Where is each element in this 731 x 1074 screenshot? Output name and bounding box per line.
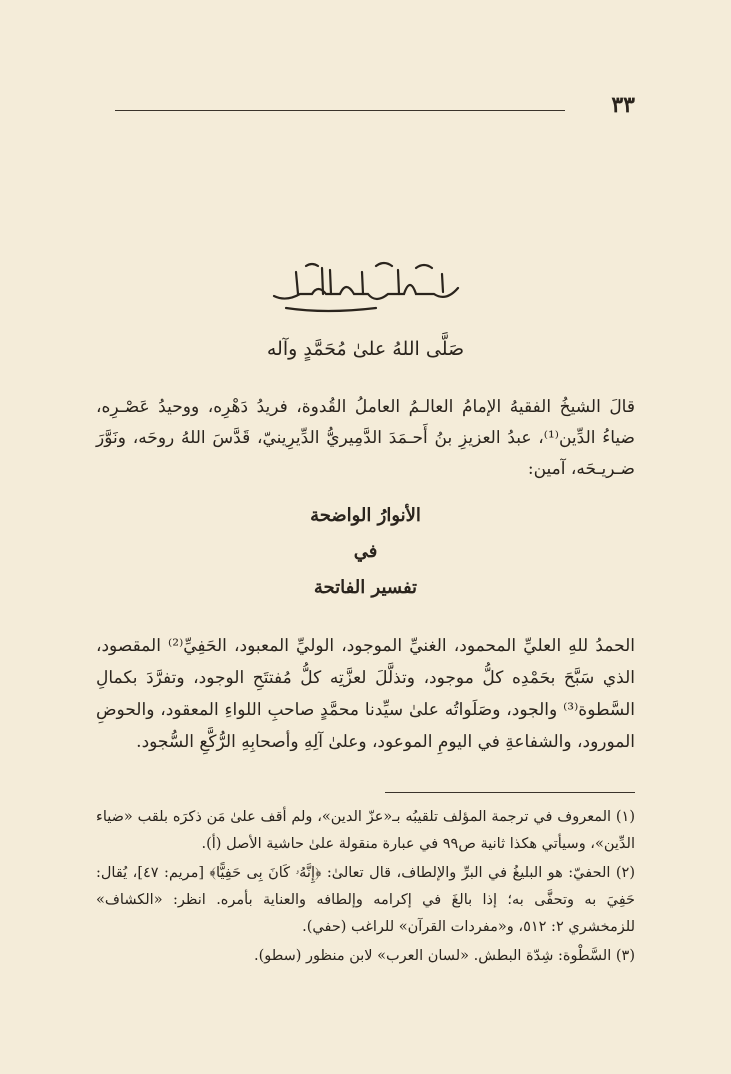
basmala-calligraphy xyxy=(0,258,731,322)
book-title-line-2: في xyxy=(353,541,378,562)
footnote-rule xyxy=(385,792,635,793)
book-title-line-3: تفسير الفاتحة xyxy=(313,577,418,598)
intro-paragraph: قالَ الشيخُ الفقيهُ الإمامُ العالـمُ العاملُ القُدوة، فريدُ دَهْرِه، ووحيدُ عَصْـرِه، ضياءُ الدِّين⁽¹⁾، عبدُ العزيزِ بنُ أَحـمَدَ الدَّمِيريُّ الدِّيرِينيّ، قَدَّسَ اللهُ روحَه، ونَوَّرَ ضـريـحَه، آمين: xyxy=(96,397,635,479)
footnote-1: (١) المعروف في ترجمة المؤلف تلقيبُه بـ«عزّ الدين»، ولم أقف علىٰ مَن ذكرَه بلقب «ضياء الدِّين»، وسيأتي هكذا ثانية ص٩٩ في عبارة منقولة علىٰ حاشية الأصل (أ). xyxy=(96,809,635,852)
footnote-2: (٢) الحفيّ: هو البليغُ في البرِّ والإلطاف، قال تعالىٰ: ﴿إِنَّهُۥ كَانَ بِى حَفِيًّا﴾ [مريم: ٤٧]، يُقال: حَفِيَ به وتحفَّى به؛ إذا بالغَ في إكرامه وإلطافه والعناية بأمره. انظر: «الكشاف» للزمخشري ٢: ٥١٢، و«مفردات القرآن» للراغب (حفي). xyxy=(96,865,635,935)
basmala-calligraphy-graphic xyxy=(266,258,466,318)
header-rule xyxy=(115,110,565,111)
book-title-line-1: الأنوارُ الواضحة xyxy=(310,505,421,526)
salutation-line: صَلَّى اللهُ علىٰ مُحَمَّدٍ وآله xyxy=(266,338,465,360)
footnotes xyxy=(96,804,635,972)
book-title-block xyxy=(96,498,635,606)
page-number: ٣٣ xyxy=(611,92,635,118)
footnote-3: (٣) السَّطْوة: شِدّة البطش. «لسان العرب» لابن منظور (سطو). xyxy=(253,948,635,964)
page-header xyxy=(115,92,635,122)
opening-paragraph: الحمدُ للهِ العليِّ المحمود، الغنيِّ الموجود، الوليِّ المعبود، الحَفِيِّ⁽²⁾ المقصود، الذي سَبَّحَ بحَمْدِه كلُّ موجود، وتذلَّلَ لعزَّتِه كلُّ مُفتتَحِ الوجود، وتفرَّدَ بكمالِ السَّطوة⁽³⁾ والجود، وصَلَواتُه علىٰ سيِّدنا محمَّدٍ صاحبِ اللواءِ المعقود، والحوضِ المورود، والشفاعةِ في اليومِ الموعود، وعلىٰ آلِهِ وأصحابِهِ الرُّكَّعِ السُّجود. xyxy=(96,636,635,752)
